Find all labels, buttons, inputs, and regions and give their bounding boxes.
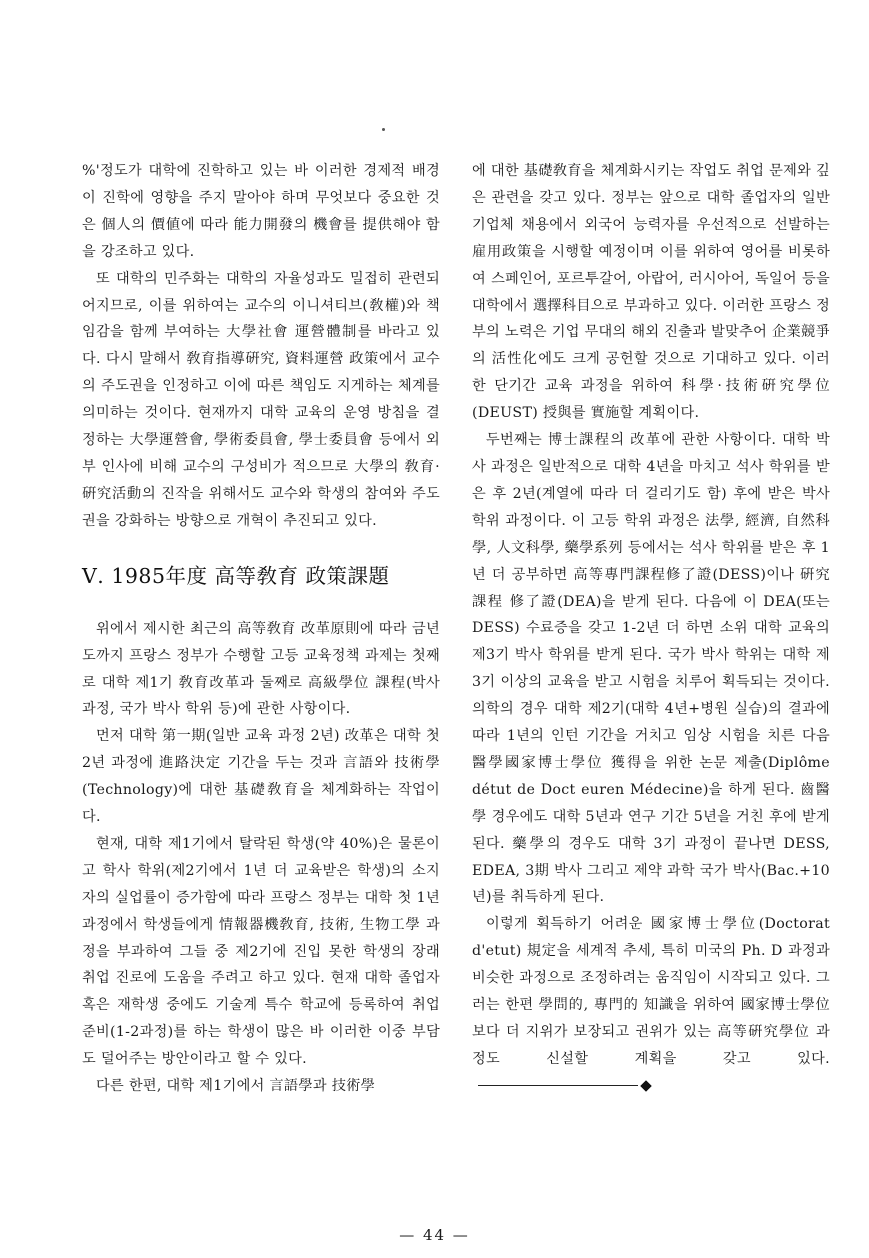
right-paragraph-2: 두번째는 博士課程의 改革에 관한 사항이다. 대학 박사 과정은 일반적으로 대학 4년을 마치고 석사 학위를 받은 후 2년(계열에 따라 더 걸리기도 함) 후에 받은 박사 학위 과정이다. 이 고등 학위 과정은 法學, 經濟, 自然科學, 人文科學, 藥學系列 등에서는 석사 학위를 받은 후 1년 더 공부하면 高等專門課程修了證(DESS)이나 硏究課程 修了證(DEA)을 받게 된다. 다음에 이 DEA(또는 DESS) 수료증을 갖고 1-2년 더 하면 소위 대학 교육의 제3기 박사 학위를 받게 된다. 국가 박사 학위는 대학 제3기 이상의 교육을 받고 시험을 치루어 획득되는 것이다. 의학의 경우 대학 제2기(대학 4년+병원 실습)의 결과에 따라 1년의 인턴 기간을 거치고 임상 시험을 치른 다음 醫學國家博士學位 獲得을 위한 논문 제출(Diplôme détut de Doct euren Médecine)을 하게 된다. 齒醫學 경우에도 대학 5년과 연구 기간 5년을 거친 후에 받게 된다. 藥學의 경우도 대학 3기 과정이 끝나면 DESS, EDEA, 3期 박사 그리고 제약 과학 국가 박사(Bac.+10년)를 취득하게 된다. [472, 432, 830, 906]
left-paragraph-4: 먼저 대학 第一期(일반 교육 과정 2년) 改革은 대학 첫 2년 과정에 進路決定 기간을 두는 것과 言語와 技術學(Technology)에 대한 基礎敎育을 체계화하는 작업이다. [82, 728, 440, 826]
left-column [82, 158, 440, 1100]
end-rule [478, 1085, 638, 1086]
left-paragraph-6: 다른 한편, 대학 제1기에서 言語學과 技術學 [96, 1078, 376, 1095]
page-number: — 44 — [399, 1226, 470, 1244]
right-paragraph-1: 에 대한 基礎敎育을 체계화시키는 작업도 취업 문제와 깊은 관련을 갖고 있다. 정부는 앞으로 대학 졸업자의 일반 기업체 채용에서 외국어 능력자를 우선적으로 선발하는 雇用政策을 시행할 예정이며 이를 위하여 영어를 비롯하여 스페인어, 포르투갈어, 아랍어, 러시아어, 독일어 등을 대학에서 選擇科目으로 부과하고 있다. 이러한 프랑스 정부의 노력은 기업 무대의 해외 진출과 발맞추어 企業競爭의 活性化에도 크게 공헌할 것으로 기대하고 있다. 이러한 단기간 교육 과정을 위하여 科學·技術硏究學位(DEUST) 授與를 實施할 계획이다. [472, 163, 830, 422]
left-paragraph-1: %'정도가 대학에 진학하고 있는 바 이러한 경제적 배경이 진학에 영향을 주지 말아야 하며 무엇보다 중요한 것은 個人의 價値에 따라 能力開發의 機會를 提供해야 함을 강조하고 있다. [82, 163, 440, 260]
left-paragraph-3: 위에서 제시한 최근의 高等敎育 改革原則에 따라 금년도까지 프랑스 정부가 수행할 고등 교육정책 과제는 첫째로 대학 제1기 敎育改革과 둘째로 高級學位 課程(박사 과정, 국가 박사 학위 등)에 관한 사항이다. [82, 620, 440, 718]
section-heading: Ⅴ. 1985年度 高等敎育 政策課題 [82, 563, 390, 588]
right-column [472, 158, 830, 1100]
right-paragraph-3-text: 이렇게 획득하기 어려운 國家博士學位(Doctorat d'etut) 規定을 세계적 추세, 특히 미국의 Ph. D 과정과 비슷한 과정으로 조정하려는 움직임이 시작되고 있다. 그러는 한편 學問的, 專門的 知識을 위하여 國家博士學位보다 더 지위가 보장되고 권위가 있는 高等硏究學位 과정도 신설할 계획을 갖고 있다. [472, 916, 830, 1067]
left-paragraph-2: 또 대학의 민주화는 대학의 자율성과도 밀접히 관련되어지므로, 이를 위하여는 교수의 이니셔티브(敎權)와 책임감을 함께 부여하는 大學社會 運營體制를 바라고 있다. 다시 말해서 敎育指導硏究, 資料運營 政策에서 교수의 주도권을 인정하고 이에 따른 책임도 지게하는 체계를 의미하는 것이다. 현재까지 대학 교육의 운영 방침을 결정하는 大學運營會, 學術委員會, 學士委員會 등에서 외부 인사에 비해 교수의 구성비가 적으므로 大學의 敎育·硏究活動의 진작을 위해서도 교수와 학생의 참여와 주도권을 강화하는 방향으로 개혁이 추진되고 있다. [82, 270, 440, 529]
page-speck [382, 128, 385, 131]
end-of-article-diamond-icon [640, 1080, 651, 1091]
right-paragraph-3 [472, 911, 830, 1099]
left-paragraph-5: 현재, 대학 제1기에서 탈락된 학생(약 40%)은 물론이고 학사 학위(제2기에서 1년 더 교육받은 학생)의 소지자의 실업률이 증가함에 따라 프랑스 정부는 대학 첫 1년 과정에서 학생들에게 情報器機敎育, 技術, 生物工學 과정을 부과하여 그들 중 제2기에 진입 못한 학생의 장래 취업 진로에 도움을 주려고 하고 있다. 현재 대학 졸업자 혹은 재학생 중에도 기술계 특수 학교에 등록하여 취업 준비(1-2과정)를 하는 학생이 많은 바 이러한 이중 부담도 덜어주는 방안이라고 할 수 있다. [82, 835, 440, 1068]
